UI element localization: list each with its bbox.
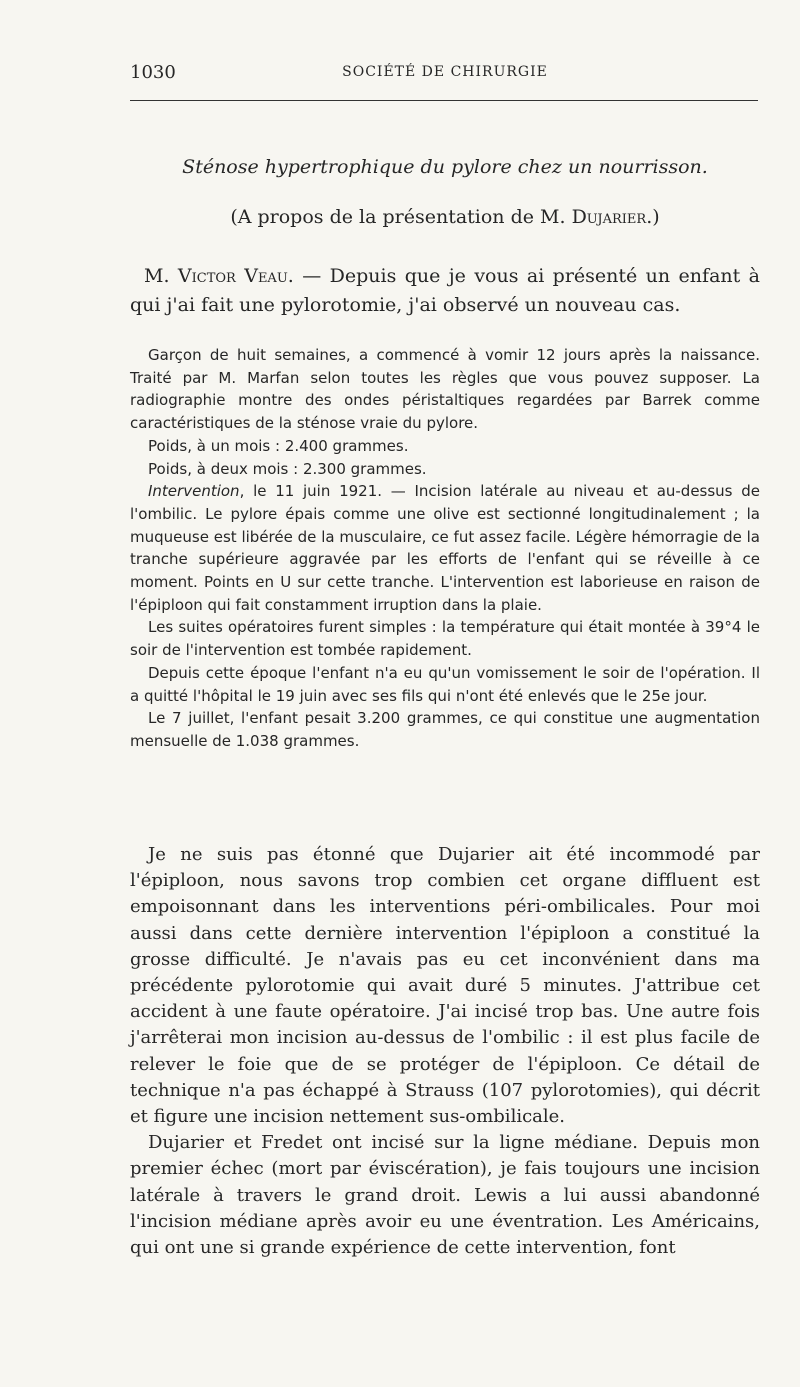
discussion-paragraph: Je ne suis pas étonné que Dujarier ait été incommodé par l'épiploon, nous savons trop combien cet organe diffluent est empoisonnant dans les interventions péri-ombilicales. Pour moi aussi dans cette dernière intervention l'épiploon a constitué la grosse difficulté. Je n'avais pas eu cet inconvénient dans ma précédente pylorotomie qui avait duré 5 minutes. J'attribue cet accident à une faute opératoire. J'ai incisé trop bas. Une autre fois j'arrêterai mon incision au-dessus de l'ombilic : il est plus facile de relever le foie que de se protéger de l'épiploon. Ce détail de technique n'a pas échappé à Strauss (107 pylorotomies), qui décrit et figure une incision nettement sus-ombilicale.: [130, 844, 760, 1128]
intervention-label: Intervention: [148, 482, 240, 501]
article-subtitle: [130, 206, 760, 228]
intro-paragraph: [130, 262, 760, 320]
case-intervention-paragraph: [130, 480, 760, 616]
speaker-prefix: M.: [144, 265, 178, 287]
case-paragraph: Depuis cette époque l'enfant n'a eu qu'un vomissement le soir de l'opération. Il a quitté l'hôpital le 19 juin avec ses fils qui n'ont été enlevés que le 25e jour.: [130, 663, 760, 705]
intro-text: . — Depuis que je vous ai présenté un enfant à qui j'ai fait une pylorotomie, j'ai observé un nouveau cas.: [130, 265, 761, 316]
case-paragraph: Garçon de huit semaines, a commencé à vomir 12 jours après la naissance. Traité par M. Marfan selon toutes les règles que vous pouvez supposer. La radiographie montre des ondes péristaltiques regardées par Barrek comme caractéristiques de la sténose vraie du pylore.: [130, 346, 760, 433]
article-title: Sténose hypertrophique du pylore chez un nourrisson.: [182, 156, 708, 178]
case-paragraph: Les suites opératoires furent simples : la température qui était montée à 39°4 le soir de l'intervention est tombée rapidement.: [130, 618, 760, 660]
subtitle-prefix: (A propos de la présentation de M.: [230, 206, 572, 228]
discussion-paragraph: Dujarier et Fredet ont incisé sur la ligne médiane. Depuis mon premier échec (mort par éviscération), je fais toujours une incision latérale à travers le grand droit. Lewis a lui aussi abandonné l'incision médiane après avoir eu une éventration. Les Américains, qui ont une si grande expérience de cette intervention, font: [130, 1132, 760, 1259]
header-rule: [130, 100, 758, 101]
case-paragraph: Le 7 juillet, l'enfant pesait 3.200 grammes, ce qui constitue une augmentation mensuelle de 1.038 grammes.: [130, 709, 760, 750]
page-header: [130, 62, 760, 84]
subtitle-suffix: .): [646, 206, 660, 228]
subtitle-name: Dujarier: [571, 206, 647, 228]
case-report: [130, 344, 760, 753]
case-weight-one-month: Poids, à un mois : 2.400 grammes.: [148, 436, 409, 455]
intervention-text: , le 11 juin 1921. — Incision latérale au niveau et au-dessus de l'ombilic. Le pylore épais comme une olive est sectionné longitudinalement ; la muqueuse est libérée de la musculaire, ce fut assez facile. Légère hémorragie de la tranche supérieure aggravée par les efforts de l'enfant qui se réveille à ce moment. Points en U sur cette tranche. L'intervention est laborieuse en raison de l'épiploon qui fait constamment irruption dans la plaie.: [130, 482, 760, 614]
case-weight-two-months: Poids, à deux mois : 2.300 grammes.: [148, 459, 427, 478]
page-number: 1030: [130, 62, 176, 83]
speaker-name: Victor Veau: [177, 265, 288, 287]
running-title: SOCIÉTÉ DE CHIRURGIE: [342, 64, 548, 80]
discussion: [130, 842, 760, 1261]
